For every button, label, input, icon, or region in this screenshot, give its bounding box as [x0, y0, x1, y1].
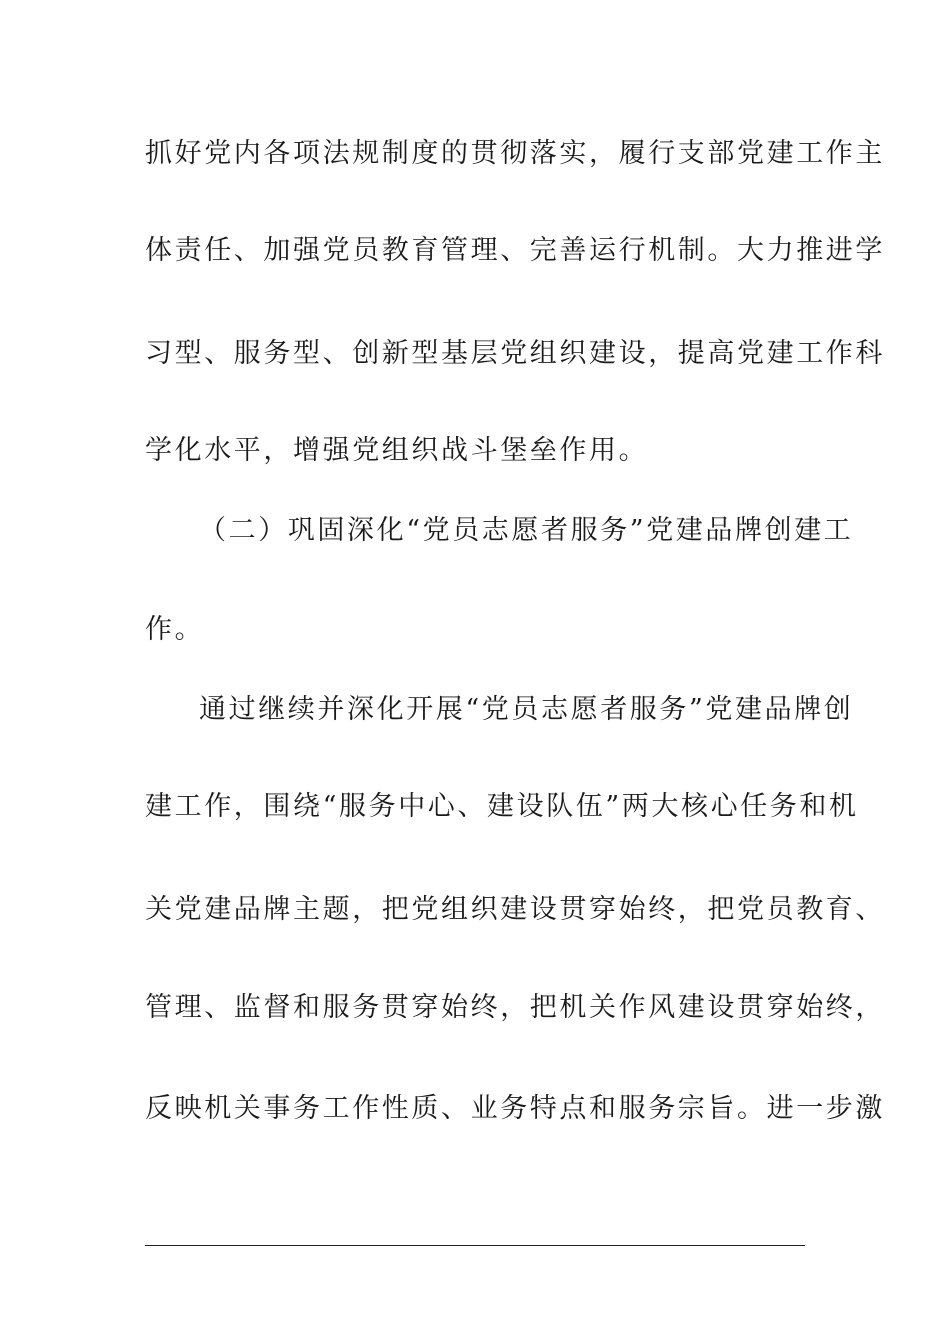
footer-divider — [145, 1245, 805, 1246]
body-text-line: 习型、服务型、创新型基层党组织建设，提高党建工作科 — [145, 338, 885, 369]
body-text-line: 体责任、加强党员教育管理、完善运行机制。大力推进学 — [145, 235, 885, 266]
section-heading-line: （二）巩固深化“党员志愿者服务”党建品牌创建工 — [199, 515, 854, 546]
body-text-line: 管理、监督和服务贯穿始终，把机关作风建设贯穿始终， — [145, 992, 885, 1023]
body-text-line: 通过继续并深化开展“党员志愿者服务”党建品牌创 — [199, 694, 854, 725]
body-text-line: 学化水平，增强党组织战斗堡垒作用。 — [145, 435, 649, 466]
body-text-line: 关党建品牌主题，把党组织建设贯穿始终，把党员教育、 — [145, 894, 885, 925]
section-heading-line: 作。 — [145, 614, 205, 645]
body-text-line: 反映机关事务工作性质、业务特点和服务宗旨。进一步激 — [145, 1093, 885, 1124]
body-text-line: 抓好党内各项法规制度的贯彻落实，履行支部党建工作主 — [145, 138, 885, 169]
body-text-line: 建工作，围绕“服务中心、建设队伍”两大核心任务和机 — [145, 791, 859, 822]
